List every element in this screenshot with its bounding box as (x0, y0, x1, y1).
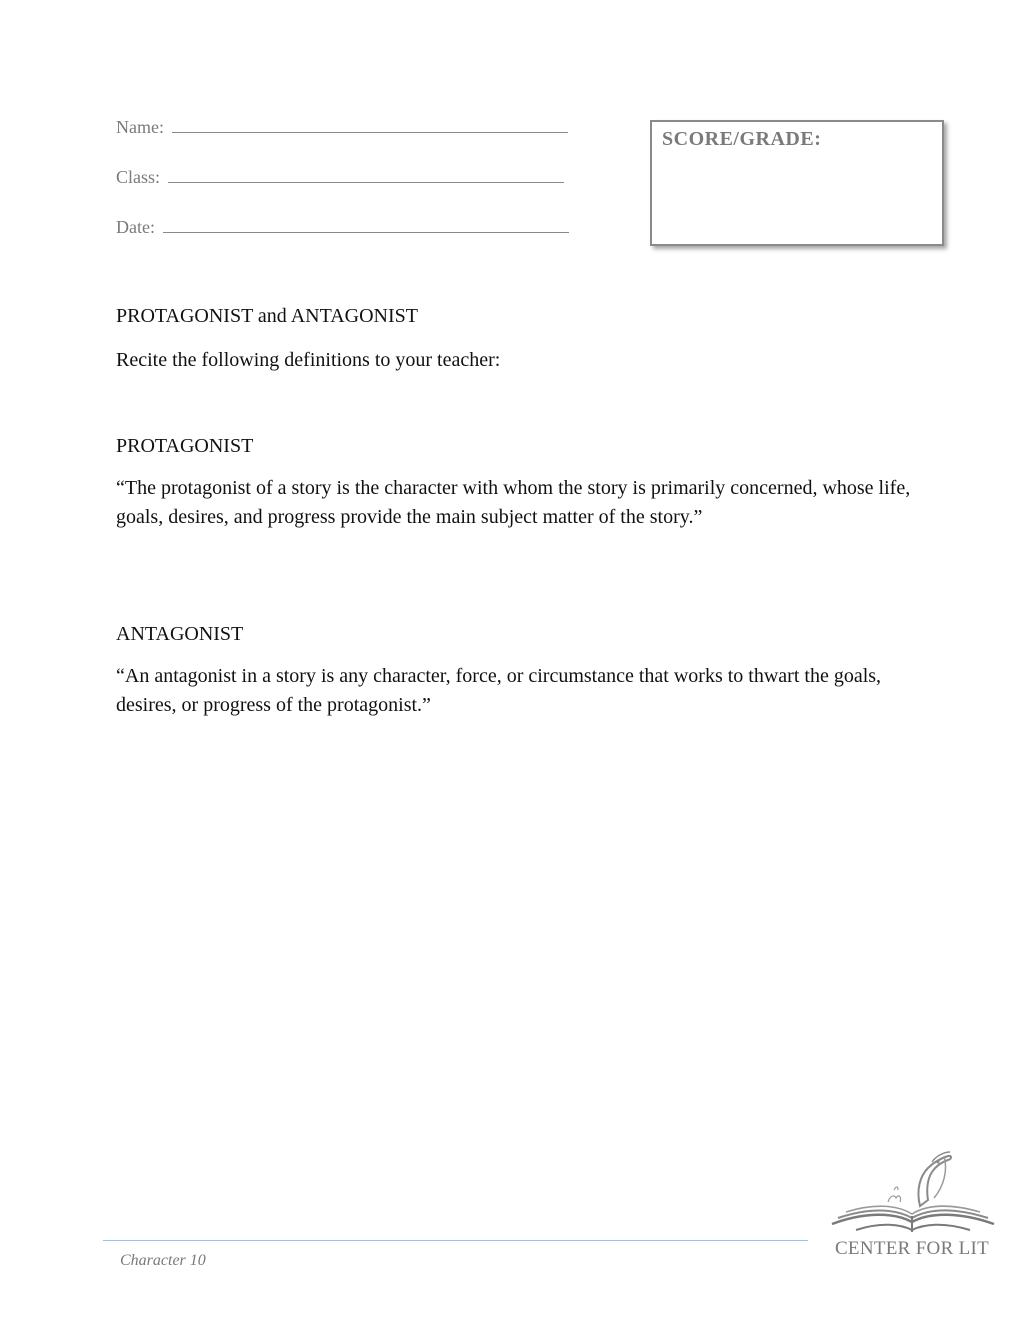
antagonist-heading: ANTAGONIST (116, 623, 244, 645)
date-field-row (116, 214, 569, 238)
section-title: PROTAGONIST and ANTAGONIST (116, 305, 418, 327)
class-input-line[interactable] (168, 164, 564, 183)
footer-page-label: Character 10 (120, 1252, 206, 1269)
name-input-line[interactable] (172, 114, 568, 133)
name-field-row (116, 114, 568, 138)
score-grade-box[interactable] (650, 120, 944, 246)
antagonist-definition: “An antagonist in a story is any character, force, or circumstance that works to thwart the goals, desires, or progress of the protagonist.” (116, 665, 882, 716)
class-label: Class: (116, 167, 161, 187)
date-label: Date: (116, 217, 155, 237)
name-label: Name: (116, 117, 164, 137)
protagonist-definition: “The protagonist of a story is the character with whom the story is primarily concerned, whose life, goals, desires, and progress provide the main subject matter of the story.” (116, 477, 911, 528)
pelican-book-icon (824, 1146, 1000, 1242)
date-input-line[interactable] (163, 214, 569, 233)
class-field-row (116, 164, 564, 188)
logo-text: CENTER FOR LIT (834, 1238, 990, 1259)
center-for-lit-logo (824, 1146, 1000, 1266)
protagonist-heading: PROTAGONIST (116, 435, 254, 457)
score-grade-label: SCORE/GRADE: (662, 128, 822, 150)
instruction-text: Recite the following definitions to your teacher: (116, 349, 501, 371)
footer-divider (103, 1240, 808, 1241)
